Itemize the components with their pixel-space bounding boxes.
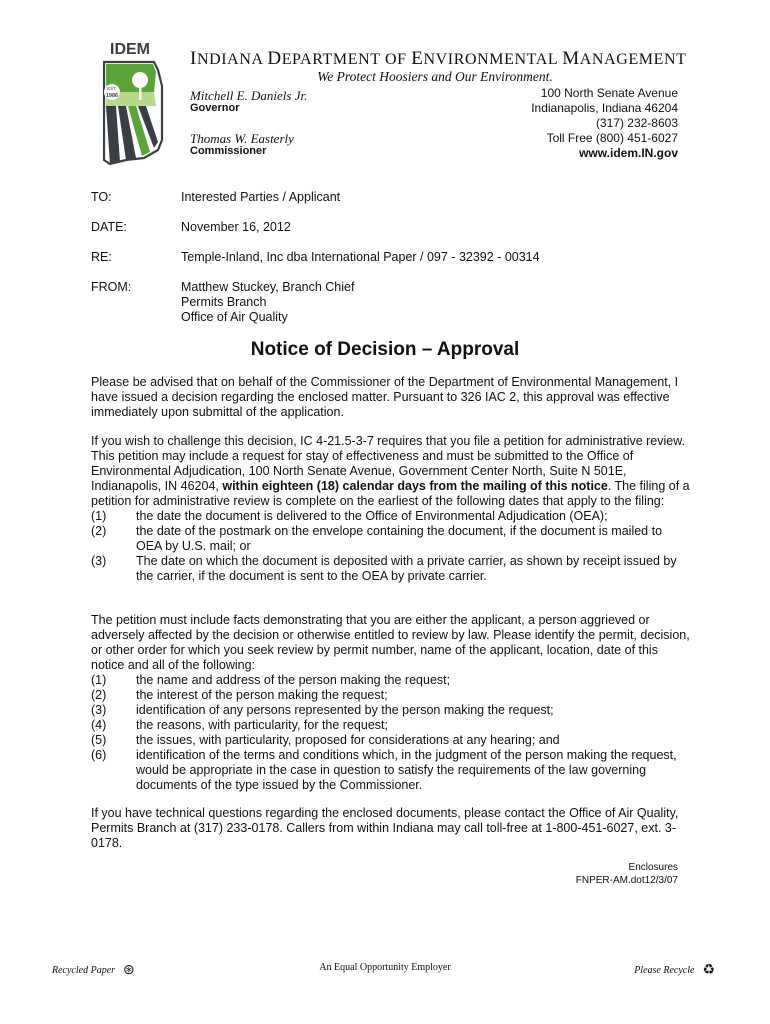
agency-tagline: We Protect Hoosiers and Our Environment. — [317, 69, 553, 84]
logo-text: IDEM — [110, 41, 150, 58]
paragraph-challenge: If you wish to challenge this decision, IC 4-21.5-3-7 requires that you file a petition for administrative review. This petition may include a request for stay of effectiveness and must be submitted to the Office of Environmental Adjudication, 100 North Senate Avenue, Government Center North, Suite N 501E, Indianapolis, IN 46204, within eighteen (18) calendar days from the mailing of this notice. The filing of a petition for administrative review is complete on the earliest of the following dates that apply to the filing: (1) the date the document is delivered to the Office of Environmental Adjudication (OEA); (2) the date of the postmark on the envelope containing the document, if the document is mailed to OEA by U.S. mail; or (3) The date on which the document is deposited with a private carrier, as shown by receipt issued by the carrier, if the document is sent to the OEA by private carrier. — [91, 434, 690, 583]
website-link[interactable]: www.idem.IN.gov — [579, 146, 678, 160]
from-label: FROM: — [91, 280, 132, 294]
logo-year: 1986 — [105, 93, 119, 99]
enclosures-note — [576, 861, 678, 887]
list-item: (4) the reasons, with particularity, for the request; — [91, 718, 388, 732]
deadline-emphasis: within eighteen (18) calendar days from the mailing of this notice — [222, 479, 608, 493]
from-line: Permits Branch — [181, 295, 267, 309]
enclosures-label: Enclosures — [628, 862, 678, 873]
footer-please-recycle: Please Recycle ♻ — [634, 963, 715, 978]
list-item: (2) the interest of the person making the request; — [91, 688, 388, 702]
agency-address — [531, 86, 678, 161]
to-value: Interested Parties / Applicant — [181, 190, 341, 204]
from-value — [181, 280, 354, 325]
governor-name: Mitchell E. Daniels Jr. — [190, 88, 308, 103]
list-item: (1) the name and address of the person making the request; — [91, 673, 451, 687]
recycle-icon: ♻ — [702, 963, 715, 978]
date-value: November 16, 2012 — [181, 220, 291, 234]
re-label: RE: — [91, 250, 112, 264]
to-label: TO: — [91, 190, 112, 204]
notice-title: Notice of Decision – Approval — [250, 339, 520, 360]
list-item: (2) the date of the postmark on the envelope containing the document, if the document is mailed to OEA by U.S. mail; or — [91, 524, 663, 553]
commissioner-name: Thomas W. Easterly — [190, 131, 294, 146]
list-item: (6) identification of the terms and conditions which, in the judgment of the person making the request, would be appropriate in the case in question to satisfy the requirements of the law governing documents of the type issued by the Commissioner. — [91, 748, 677, 792]
list-item: (3) identification of any persons represented by the person making the request; — [91, 703, 554, 717]
idem-logo — [96, 40, 176, 166]
list-item: (3) The date on which the document is deposited with a private carrier, as shown by receipt issued by the carrier, if the document is sent to the OEA by private carrier. — [91, 554, 677, 583]
document-code: FNPER-AM.dot12/3/07 — [575, 875, 678, 886]
list-item: (5) the issues, with particularity, proposed for considerations at any hearing; and — [91, 733, 560, 747]
address-line: (317) 232-8603 — [595, 116, 678, 130]
address-line: 100 North Senate Avenue — [540, 86, 678, 100]
list-item: (1) the date the document is delivered to the Office of Environmental Adjudication (OEA); — [91, 509, 608, 523]
paragraph-approval: Please be advised that on behalf of the Commissioner of the Department of Environmental Management, I have issued a decision regarding the enclosed matter. Pursuant to 326 IAC 2, this approval was effective immediately upon submittal of the application. — [91, 375, 679, 419]
agency-name: INDIANA DEPARTMENT OF ENVIRONMENTAL MANAGEMENT — [190, 48, 687, 69]
re-value: Temple-Inland, Inc dba International Paper / 097 - 32392 - 00314 — [181, 250, 540, 264]
paragraph-contact: If you have technical questions regarding the enclosed documents, please contact the Office of Air Quality, Permits Branch at (317) 233-0178. Callers from within Indiana may call toll-free at 1-800-451-6027, ext. 3-0178. — [91, 806, 679, 850]
logo-est: EST. — [107, 86, 117, 91]
address-line: Indianapolis, Indiana 46204 — [531, 101, 678, 115]
governor-title: Governor — [190, 102, 240, 114]
footer-recycled-paper: Recycled Paper ⊛ — [52, 963, 135, 978]
recycled-paper-icon: ⊛ — [123, 963, 135, 978]
address-line: Toll Free (800) 451-6027 — [546, 131, 678, 145]
from-line: Matthew Stuckey, Branch Chief — [181, 280, 355, 294]
from-line: Office of Air Quality — [181, 310, 288, 324]
footer-equal-opportunity: An Equal Opportunity Employer — [319, 962, 451, 973]
date-label: DATE: — [91, 220, 127, 234]
commissioner-title: Commissioner — [190, 145, 267, 157]
paragraph-petition: The petition must include facts demonstrating that you are either the applicant, a person aggrieved or adversely affected by the decision or otherwise entitled to review by law. Please identify the permit, decision, or other order for which you seek review by permit number, name of the applicant, location, date of this notice and all of the following: (1) the name and address of the person making the request; (2) the interest of the person making the request; (3) identification of any persons represented by the person making the request; (4) the reasons, with particularity, for the request; (5) the issues, with particularity, proposed for considerations at any hearing; and (6) identification of the terms and conditions which, in the judgment of the person making the request, would be appropriate in the case in question to satisfy the requirements of the law governing documents of the type issued by the Commissioner. — [91, 613, 690, 792]
